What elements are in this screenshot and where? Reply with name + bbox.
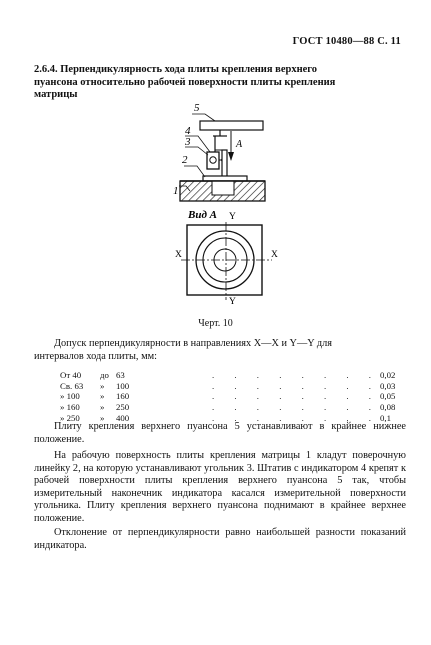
row-range-to: 100 — [116, 380, 130, 391]
label-5: 5 — [194, 102, 200, 114]
tolerance-intro-line-2: интервалов хода плиты, мм: — [34, 350, 157, 362]
row-range-prefix: Св. 63 — [60, 380, 84, 391]
label-arrow-a: A — [236, 139, 243, 150]
section-number: 2.6.4. — [34, 64, 58, 75]
section-title-text-1: Перпендикулярность хода плиты крепления верхнего — [60, 64, 318, 75]
axis-x-left: X — [175, 250, 182, 260]
row-range-sep: до — [100, 370, 109, 381]
axis-x-right: X — [271, 250, 278, 260]
label-2: 2 — [182, 154, 188, 166]
tolerance-table — [60, 370, 410, 423]
paragraph-2: На рабочую поверхность плиты крепления матрицы 1 кладут поверочную линейку 2, на которую устанавливают угольник 3. Штатив с индикатором 4 крепят к рабочей поверхности плиты крепления верхнего пуансона 5 так, чтобы измерительный наконечник индикатора касался измерительной поверхности угольника. Плиту крепления верхнего пуансона поднимают в крайнее верхнее положение. — [34, 450, 406, 524]
row-range-prefix: От 40 — [60, 370, 82, 381]
row-value: 0,1 — [380, 412, 391, 423]
table-row — [60, 370, 410, 381]
row-value: 0,03 — [380, 380, 396, 391]
label-1: 1 — [173, 185, 179, 197]
axis-y-bottom: Y — [229, 297, 236, 307]
row-range-prefix: » 100 — [60, 391, 80, 402]
axis-y-top: Y — [229, 212, 236, 222]
row-range-sep: » — [100, 391, 105, 402]
figure-caption: Черт. 10 — [198, 318, 233, 329]
section-title-line-3: матрицы — [34, 89, 78, 100]
row-leader-dots: . . . . . . . . — [212, 370, 380, 381]
paragraph-1: Плиту крепления верхнего пуансона 5 устанавливают в крайнее нижнее положение. — [34, 421, 406, 445]
row-leader-dots: . . . . . . . . — [212, 391, 380, 402]
view-a — [175, 209, 278, 307]
label-3: 3 — [185, 136, 191, 148]
row-value: 0,08 — [380, 402, 396, 413]
page-header: ГОСТ 10480—88 С. 11 — [292, 36, 401, 47]
table-row — [60, 402, 410, 413]
row-value: 0,02 — [380, 370, 396, 381]
row-leader-dots: . . . . . . . . — [212, 412, 380, 423]
row-leader-dots: . . . . . . . . — [212, 380, 380, 391]
tolerance-intro-line-1: Допуск перпендикулярности в направлениях X—X и Y—Y для — [54, 338, 333, 349]
row-range-prefix: » 250 — [60, 412, 80, 423]
table-row — [60, 381, 410, 392]
square-3 — [222, 150, 227, 178]
row-value: 0,05 — [380, 391, 396, 402]
tolerance-intro — [34, 338, 406, 363]
row-range-to: 160 — [116, 391, 130, 402]
row-range-sep: » — [100, 412, 105, 423]
row-range-sep: » — [100, 380, 105, 391]
row-range-sep: » — [100, 402, 105, 413]
view-title: Вид А — [188, 209, 217, 221]
row-range-to: 250 — [116, 402, 130, 413]
paragraph-3: Отклонение от перпендикулярности равно наибольшей разности показаний индикатора. — [34, 527, 406, 551]
row-range-to: 400 — [116, 412, 130, 423]
table-row — [60, 391, 410, 402]
section-title-line-2: пуансона относительно рабочей поверхности плиты крепления — [34, 76, 336, 88]
row-leader-dots: . . . . . . . . — [212, 402, 380, 413]
label-4: 4 — [185, 125, 191, 137]
row-range-to: 63 — [116, 370, 125, 381]
arrow-a — [228, 131, 234, 161]
row-range-prefix: » 160 — [60, 402, 80, 413]
die-plate-1 — [180, 181, 265, 201]
